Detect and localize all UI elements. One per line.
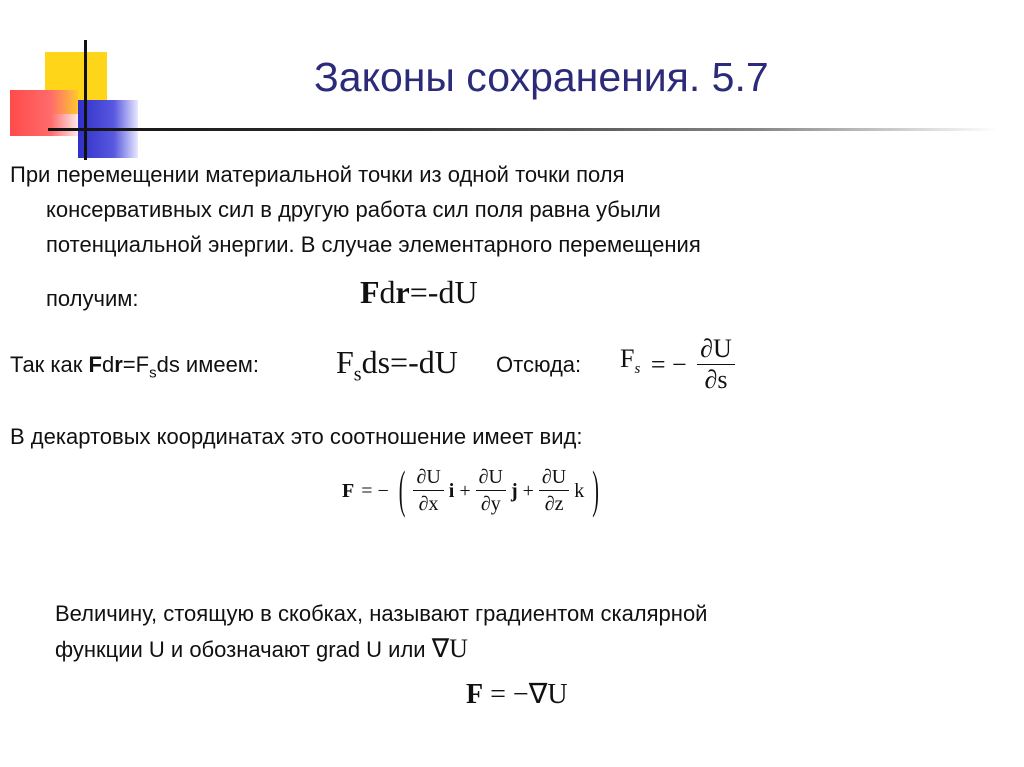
formula-work-rest: =-dU: [409, 274, 478, 310]
formula-grad-k: k: [574, 479, 585, 502]
para2-r: r: [114, 352, 123, 377]
formula-fs-den: ∂s: [697, 364, 735, 395]
formula-gradient-F: F: [466, 679, 484, 710]
formula-work-d: d: [379, 274, 396, 310]
para2-sub: s: [149, 364, 157, 382]
formula-fsds-sub: s: [353, 363, 362, 386]
title-underline: [48, 128, 998, 131]
formula-grad-t1-den: ∂x: [413, 490, 443, 517]
formula-gradient-rest: = −∇U: [483, 679, 568, 710]
para3: В декартовых координатах это соотношение имеет вид:: [10, 424, 583, 449]
para1-line2: консервативных сил в другую работа сил поля равна убыли: [46, 197, 661, 222]
formula-grad-i: i: [448, 479, 455, 502]
formula-grad-j: j: [510, 479, 518, 502]
formula-fsds-rest: ds=-dU: [361, 344, 458, 380]
para2-suffix: ds имеем:: [156, 352, 260, 377]
para4-nabla: ∇U: [431, 634, 468, 663]
formula-grad-t2-den: ∂y: [476, 490, 506, 517]
formula-work: [360, 274, 478, 311]
para1-line3: потенциальной энергии. В случае элементарного перемещения: [46, 232, 701, 257]
para2-prefix: Так как: [10, 352, 89, 377]
formula-gradient-components: [342, 461, 602, 520]
para4-line1: Величину, стоящую в скобках, называют градиентом скалярной: [55, 601, 708, 626]
otsyuda-label: Отсюда:: [496, 352, 582, 377]
para4-line2: [55, 632, 468, 667]
formula-fs-sub: s: [634, 361, 641, 378]
para2-d: d: [101, 352, 115, 377]
para1-line1: При перемещении материальной точки из одной точки поля: [10, 162, 625, 187]
formula-grad-plus2: +: [522, 479, 534, 502]
formula-grad-t3-num: ∂U: [541, 466, 567, 488]
formula-grad-t2-num: ∂U: [478, 466, 503, 488]
formula-grad-eq: = −: [361, 479, 389, 502]
para2-F: F: [88, 352, 102, 377]
formula-grad-t1-num: ∂U: [416, 466, 441, 488]
para1-line4: получим:: [46, 286, 139, 311]
formula-work-F: F: [360, 274, 380, 310]
decor-vertical-line: [84, 40, 87, 160]
formula-grad-lhs: F: [342, 479, 355, 502]
formula-fsds-F: F: [336, 344, 354, 380]
formula-grad-t3-den: ∂z: [539, 490, 569, 517]
formula-fs-F: F: [620, 344, 635, 374]
formula-grad-rparen: ): [592, 461, 599, 520]
formula-fsds: [336, 344, 458, 386]
formula-grad-plus1: +: [459, 479, 471, 502]
slide-title: Законы сохранения. 5.7: [314, 54, 769, 100]
para4-line2-text: функции U и обозначают grad U или: [55, 637, 426, 662]
formula-fs-eq: = −: [650, 349, 687, 379]
para2-eq: =F: [122, 352, 150, 377]
para2: [10, 348, 259, 390]
formula-fs-derivative: [620, 334, 735, 395]
formula-gradient: [466, 677, 568, 711]
formula-fs-num: ∂U: [700, 334, 732, 363]
formula-work-r: r: [395, 274, 410, 310]
formula-grad-lparen: (: [398, 461, 406, 520]
